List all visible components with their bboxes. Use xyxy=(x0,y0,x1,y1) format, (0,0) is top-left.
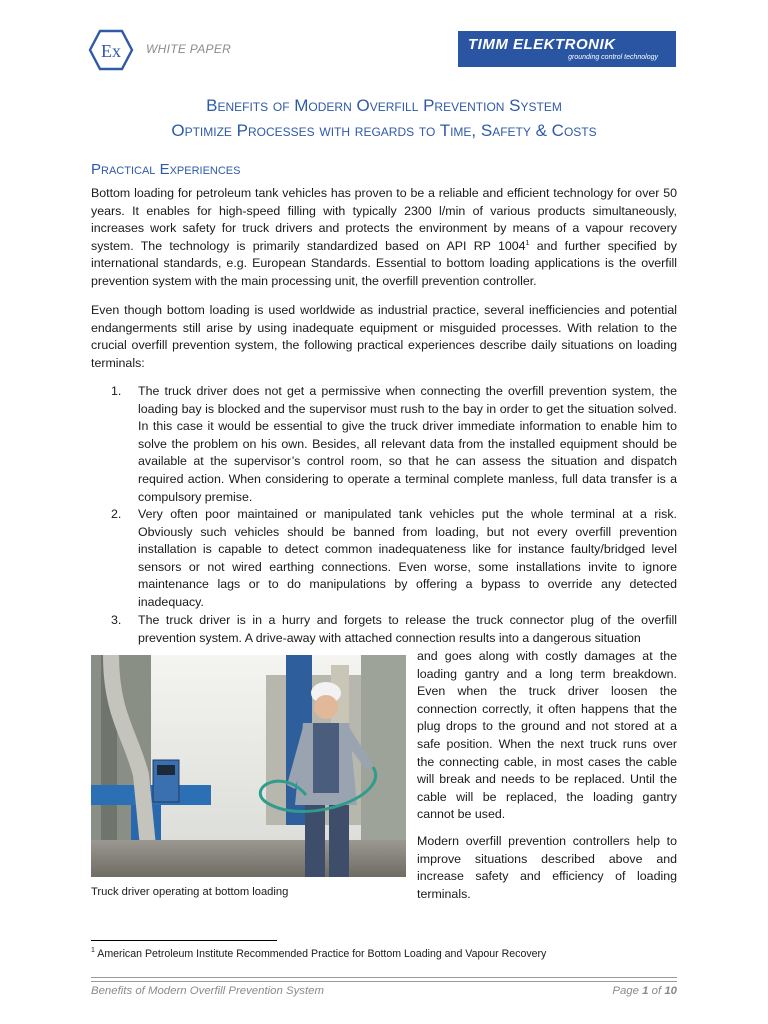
footnote-text: American Petroleum Institute Recommended Practice for Bottom Loading and Vapour Recovery xyxy=(94,948,547,960)
page-header xyxy=(0,0,768,80)
footer-divider xyxy=(91,977,677,982)
section-heading: Practical Experiences xyxy=(91,161,241,178)
list-text: The truck driver does not get a permissive when connecting the overfill prevention system, the loading bay is blocked and the supervisor must rush to the bay in order to get the situation solved. In this case it would be essential to give the truck driver immediate information to enable him to solve the problem on his own. Besides, all relevant data from the installed equipment should be available at the supervisor’s control room, so that he can assess the situation and dispatch required action. When considering to operate a terminal complete manless, full data transfer is a compulsory premise. xyxy=(138,384,677,504)
document-title: Benefits of Modern Overfill Prevention System xyxy=(206,96,562,115)
paragraph-intro-part1: Bottom loading for petroleum tank vehicles has proven to be a reliable and efficient technology for over 50 years. It enables for high-speed filling with typically 2300 l/min of various products simultaneously, increases work safety for truck drivers and protects the environment by means of a vapour recovery system. The technology is primarily standardized based on API RP 1004 xyxy=(91,186,677,253)
ex-hexagon-logo xyxy=(88,28,134,72)
footnote-reference[interactable]: 1 xyxy=(525,239,530,247)
paragraph-intro-part2: and further specified by international standards, e.g. European Standards. Essential to bottom loading applications is the overfill prevention system with the main processing unit, the overfill prevention controller. xyxy=(91,238,677,288)
total-pages: 10 xyxy=(664,985,677,997)
footnote-number: 1 xyxy=(91,947,95,954)
brand-name: TIMM ELEKTRONIK xyxy=(468,36,616,53)
footnote-divider xyxy=(91,940,277,941)
list-number: 2. xyxy=(111,507,122,521)
list-item-continuation: and goes along with costly damages at the loading gantry and a long term breakdown. Even when the truck driver loosen the connection correctly, it often happens that the plug drops to the ground and not stored at a safe position. When the next truck runs over the connecting cable, in most cases the cable will break and needs to be replaced. Until the cable will be replaced, the loading gantry cannot be used. xyxy=(417,649,677,822)
of-word: of xyxy=(648,985,665,997)
photo-caption: Truck driver operating at bottom loading xyxy=(91,886,289,898)
brand-tagline: grounding control technology xyxy=(568,54,658,61)
timm-elektronik-logo xyxy=(458,31,676,67)
current-page: 1 xyxy=(642,985,649,997)
photo-illustration xyxy=(91,655,406,877)
footer-document-title: Benefits of Modern Overfill Prevention System xyxy=(91,985,324,997)
paragraph-intro xyxy=(91,185,677,291)
list-number: 1. xyxy=(111,384,122,398)
footnote xyxy=(91,948,546,960)
list-text: Very often poor maintained or manipulated tank vehicles put the whole terminal at a risk. Obviously such vehicles should be banned from loading, but not every overfill prevention installation is capable to detect common inadequateness like for instance faulty/bridged level sensors or not wired earthing connections. Even worse, some installations invite to ignore maintenance lags or to do manipulations by offering a bypass to override any detected inadequacy. xyxy=(138,507,677,609)
document-subtitle: Optimize Processes with regards to Time, Safety & Costs xyxy=(171,121,597,140)
list-number: 3. xyxy=(111,613,122,627)
page-word: Page xyxy=(612,985,643,997)
footer-page-number xyxy=(612,985,677,997)
list-text: The truck driver is in a hurry and forgets to release the truck connector plug of the overfill prevention system. A drive-away with attached connection results into a dangerous situation xyxy=(138,613,677,645)
ex-logo-text: Ex xyxy=(101,41,121,61)
paragraph-modern-controllers: Modern overfill prevention controllers help to improve situations described above and increase safety and efficiency of loading terminals. xyxy=(417,834,677,901)
white-paper-label: WHITE PAPER xyxy=(146,42,232,56)
paragraph-inefficiencies: Even though bottom loading is used worldwide as industrial practice, several inefficiencies and potential endangerments still arise by using inadequate equipment or misguided processes. With relation to the crucial overfill prevention system, the following practical experiences describe daily situations on loading terminals: xyxy=(91,303,677,370)
truck-driver-photo xyxy=(91,655,406,877)
